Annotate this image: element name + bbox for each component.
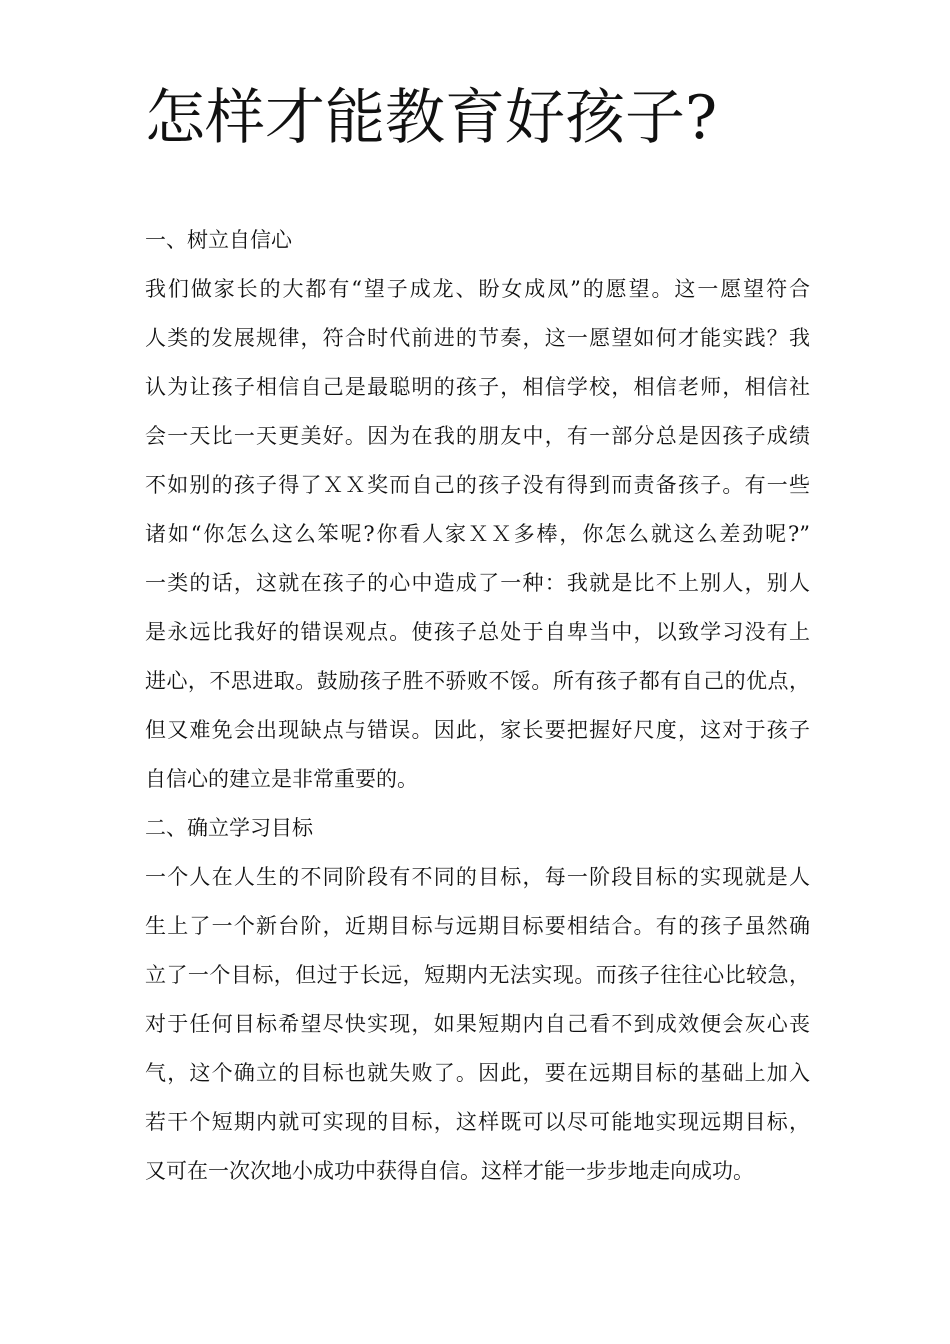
- paragraph-line: 气，这个确立的目标也就失败了。因此，要在远期目标的基础上加入: [145, 1061, 810, 1085]
- paragraph-line: 但又难免会出现缺点与错误。因此，家长要把握好尺度，这对于孩子: [145, 718, 810, 742]
- paragraph-line: 自信心的建立是非常重要的。: [145, 767, 418, 791]
- paragraph-line: 诸如“你怎么这么笨呢?你看人家ＸＸ多棒，你怎么就这么差劲呢?”: [145, 522, 810, 546]
- section-heading-2: 二、确立学习目标: [145, 816, 313, 840]
- paragraph-line: 是永远比我好的错误观点。使孩子总处于自卑当中，以致学习没有上: [145, 620, 810, 644]
- document-body: [145, 216, 810, 1196]
- paragraph-line: 立了一个目标，但过于长远，短期内无法实现。而孩子往往心比较急，: [145, 963, 810, 987]
- section-heading-1: 一、树立自信心: [145, 228, 292, 252]
- paragraph-line: 进心，不思进取。鼓励孩子胜不骄败不馁。所有孩子都有自己的优点，: [145, 669, 810, 693]
- paragraph-line: 不如别的孩子得了ＸＸ奖而自己的孩子没有得到而责备孩子。有一些: [145, 473, 810, 497]
- paragraph-line: 我们做家长的大都有“望子成龙、盼女成凤”的愿望。这一愿望符合: [145, 277, 810, 301]
- paragraph-line: 一个人在人生的不同阶段有不同的目标，每一阶段目标的实现就是人: [145, 865, 810, 889]
- section-2-paragraph: [145, 853, 810, 1196]
- paragraph-line: 又可在一次次地小成功中获得自信。这样才能一步步地走向成功。: [145, 1159, 754, 1183]
- paragraph-line: 若干个短期内就可实现的目标，这样既可以尽可能地实现远期目标，: [145, 1110, 810, 1134]
- paragraph-line: 生上了一个新台阶，近期目标与远期目标要相结合。有的孩子虽然确: [145, 914, 810, 938]
- section-1-paragraph: [145, 265, 810, 804]
- paragraph-line: 人类的发展规律，符合时代前进的节奏，这一愿望如何才能实践？我: [145, 326, 810, 350]
- paragraph-line: 认为让孩子相信自己是最聪明的孩子，相信学校，相信老师，相信社: [145, 375, 810, 399]
- document-title: 怎样才能教育好孩子?: [145, 83, 718, 153]
- paragraph-line: 会一天比一天更美好。因为在我的朋友中，有一部分总是因孩子成绩: [145, 424, 810, 448]
- paragraph-line: 一类的话，这就在孩子的心中造成了一种：我就是比不上别人，别人: [145, 571, 810, 595]
- paragraph-line: 对于任何目标希望尽快实现，如果短期内自己看不到成效便会灰心丧: [145, 1012, 810, 1036]
